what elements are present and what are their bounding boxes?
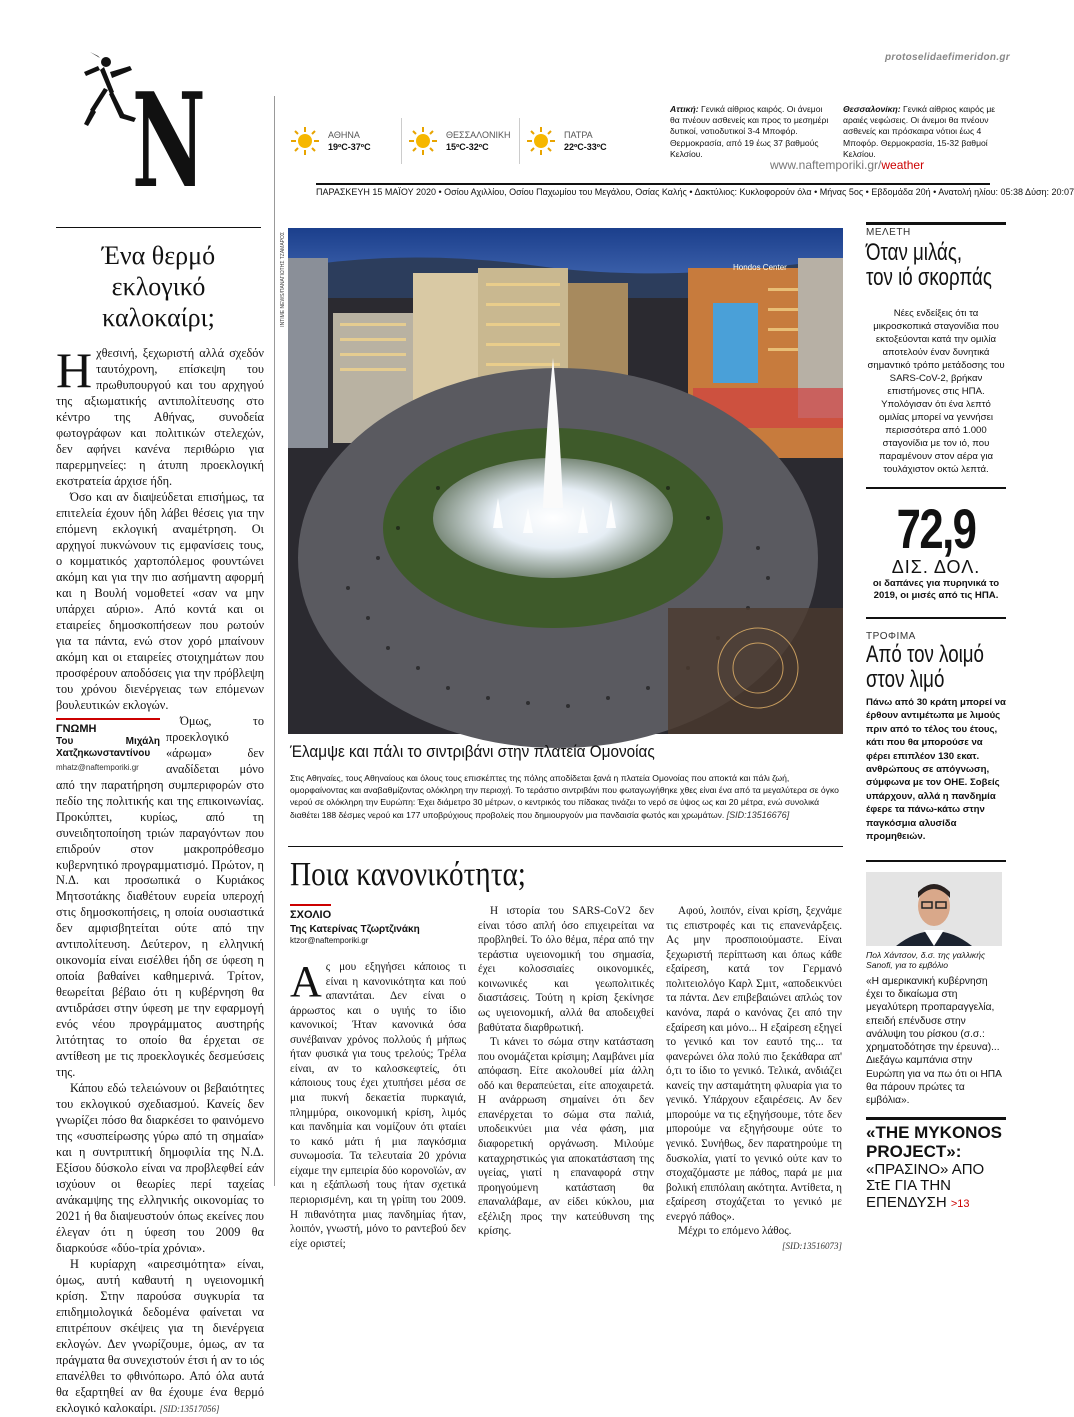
comment-byline-box bbox=[290, 904, 466, 946]
editorial-title: Ποια κανονικότητα; bbox=[290, 856, 526, 893]
food-title-line: στον λιμό bbox=[866, 665, 945, 693]
study-text: Νέες ενδείξεις ότι τα μικροσκοπικά σταγονίδια που εκτοξεύονται κατά την ομιλία αποτελούν έναν δυνητικά σημαντικό τρόπο μετάδοσης του SARS-CoV-2, βρήκαν επιστήμονες στις ΗΠΑ. Υπολόγισαν ότι ένα λεπτό ομιλίας μπορεί να γεννήσει περισσότερα από 1.000 σταγονίδια με τον ιό, που παραμένουν στον αέρα για τουλάχιστον οκτώ λεπτά. bbox=[866, 308, 1006, 488]
date-info: • Οσίου Αχιλλίου, Οσίου Παχωμίου του Μεγάλου, Οσίας Καλής • Δακτύλιος: Κυκλοφορούν όλα • Μήνας 5ος • Εβδομάδα 20ή • Ανατολή ηλίου: 05:38 Δύση: 20:07 bbox=[438, 187, 1074, 197]
author-email[interactable]: mhatz@naftemporiki.gr bbox=[56, 762, 139, 772]
weather-city bbox=[526, 118, 638, 164]
weather-city-name: ΘΕΣΣΑΛΟΝΙΚΗ bbox=[446, 129, 511, 140]
paragraph: Τι κάνει το σώμα στην κατάσταση που ονομάζεται κρίσιμη; Λαμβάνει μία απόφαση. Είτε ακολουθεί μία άλλη οδό και θεραπεύεται, είτε αποχαιρετά. Η ανάρρωση σημαίνει ότι δεν επανέρχεται το σώμα στα παλιά, υποδεικνύει μια νέα φάση, μια διαφορετική οργάνωση. Μιλούμε καταχρηστικώς για αποκατάσταση της υγείας, γιατί η επαναφορά στην προηγούμενη κατάσταση θα επαναλάβαμε, αν είδει κύκλου, μια εξέλιξη προς την κατεύθυνση της κρίσης. bbox=[478, 1036, 654, 1238]
caption-text: Στις Αθηναίες, τους Αθηναίους και όλους τους επισκέπτες της πόλης αποδίδεται ξανά η πλατεία Ομονοίας που αποκτά και πάλι ζωή, ομορφαίνοντας και αναβαθμίζοντας ολόκληρη την περιοχή. Το τεράστιο σιντριβάνι που φωταγωγήθηκε χθες είναι ένα από τα μεγαλύτερα σε όγκο νερού σε ολόκληρη την Ευρώπη: Έχει διάμετρο 30 μέτρων, ο κεντρικός του πίδακας τινάζει το νερό σε ύψος ως και 20 μέτρα, ενώ συνολικά διαθέτει 188 δέσμες νερού και 177 υποβρύχιους προβολείς που δημιουργούν μια πανδαισία φωτός και χρωμάτων. bbox=[290, 773, 839, 820]
forecast-text: Γενικά αίθριος καιρός με αραιές νεφώσεις. Οι άνεμοι θα πνέουν ασθενείς και πρόσκαιρα νότιοι έως 4 Μποφόρ. Θερμοκρασία, 15-32 βαθμοί Κελσίου. bbox=[843, 104, 996, 159]
date-line bbox=[316, 183, 1074, 197]
sid-ref: [SID:13516073] bbox=[782, 1240, 842, 1251]
weather-forecast-thessaloniki bbox=[843, 104, 1003, 160]
dropcap: Η bbox=[56, 342, 93, 398]
right-sidebar bbox=[866, 222, 1006, 1211]
weather-link-prefix: www.naftemporiki.gr/ bbox=[770, 158, 882, 172]
food-title-line: Από τον λοιμό bbox=[866, 640, 984, 668]
comment-label: ΣΧΟΛΙΟ bbox=[290, 904, 331, 922]
paragraph: Όμως, το προεκλογικό «άρωμα» δεν αναδίδεται μόνο από την παρατήρηση συμπεριφορών στο πεδίο της πολιτικής και της επικοινωνίας. Προκύπτει, κυρίως, από τη συνειδητοποίηση τριών παραγόντων που επιδρούν στον μακροπρόθεσμο κυβερνητικό προγραμματισμό. Πρώτον, η Ν.Δ. και προσωπικά ο Κυριάκος Μητσοτάκης διαθέτουν ευρεία υπεροχή στις δημοσκοπήσεις, η οποία ουσιαστικά δεν αμφισβητείται ούτε από την αντιπολίτευση. Δεύτερον, η ελληνική οικονομία είναι εισέλθει ήδη σε ύφεση η οποία βαθαίνει καθημερινά. Τρίτον, θεωρείται βέβαιο ότι η κυβέρνηση θα αντιδράσει στην ύφεση με την εφαρμογή ενός νέου προγράμματος αυστηρής λιτότητας το οποίο θα έρχεται σε αντίθεση με τις προεκλογικές δεσμεύσεις της. bbox=[56, 713, 264, 1080]
weather-link-suffix: weather bbox=[881, 158, 925, 172]
portrait-role: δ.σ. της γαλλικής Sanofi, για το εμβόλιο bbox=[866, 949, 986, 971]
store-sign: Hondos Center bbox=[733, 263, 787, 272]
paragraph: χθεσινή, ξεχωριστή αλλά σχεδόν ταυτόχρονη, επίσκεψη του πρωθυπουργού και του αρχηγού της αξιωματικής αντιπολίτευσης στο κέντρο της Αθήνας, συνοδεία φωτογράφων και πολιτικών στελεχών, δεν αφήνει κανένα περιθώριο για παρερμηνείες: η άτυπη προεκλογική εκστρατεία άρχισε ήδη. bbox=[56, 346, 264, 488]
weather-link[interactable] bbox=[770, 158, 924, 172]
promo-box[interactable] bbox=[866, 1117, 1006, 1211]
study-title-line: Όταν μιλάς, bbox=[866, 239, 963, 266]
food-text: Πάνω από 30 κράτη μπορεί να έρθουν αντιμέτωπα με λιμούς πριν από το τέλος του έτους, κάτι που θα μπορούσε να φέρει επιπλέον 130 εκατ. ανθρώπους σε απόγνωση, σύμφωνα με τον ΟΗΕ. Σοβείς υπάρχουν, αλλά η πανδημία έφερε τα πάνω-κάτω στην παγκόσμια αλυσίδα προμηθειών. bbox=[866, 696, 1006, 862]
promo-subhead: «ΠΡΑΣΙΝΟ» ΑΠΟ ΣτΕ ΓΙΑ ΤΗΝ ΕΠΕΝΔΥΣΗ bbox=[866, 1160, 985, 1211]
editorial-column bbox=[290, 904, 466, 1254]
masthead-logo bbox=[80, 52, 260, 227]
promo-headline: «THE MYKONOS PROJECT»: bbox=[866, 1123, 1003, 1162]
sun-icon bbox=[408, 126, 438, 156]
weather-city-temp: 15ºC-32ºC bbox=[446, 142, 489, 152]
byline: Του Μιχάλη Χατζηκωνσταντίνου bbox=[56, 735, 160, 759]
omonia-square-illustration bbox=[288, 228, 843, 734]
byline: Της Κατερίνας Τζωρτζινάκη bbox=[290, 923, 420, 935]
opinion-byline-box bbox=[56, 718, 160, 774]
figure-number: 72,9 bbox=[896, 496, 976, 560]
figure-note: οι δαπάνες για πυρηνικά το 2019, οι μισές από τις ΗΠΑ. bbox=[866, 578, 1006, 619]
paragraph: Αφού, λοιπόν, είναι κρίση, ξεχνάμε τις επιστροφές και τις επανενάρξεις. Ας μην προσποιούμαστε. Είναι ξεχωριστή περίπτωση και όπως κάθε εξαίρεση, κατά τον Γερμανό πολιτειολόγο Καρλ Σμιτ, «αποδεικνύει τα πάντα. Δεν επιβεβαιώνει απλώς τον κανόνα, παρά ο κανόνας ζει από την εξαίρεση και μόνο... Η εξαίρεση εξηγεί το γενικό και τον εαυτό της... τα φανερώνει όλα πολύ πιο ξεκάθαρα απ' ό,τι το ίδιο το γενικό. Τελικά, ανδιάζει κανείς την ασταμάτητη φλυαρία για το γενικό. Υπάρχουν εξαιρέσεις. Αν δεν μπορούμε να τις εξηγήσουμε, τότε δεν μπορούμε να εξηγήσουμε ούτε το γενικό. Συνήθως, δεν παρατηρούμε τη δυσκολία, γιατί το γενικό ούτε καν το στοχαζόμαστε με πάθος, παρά με μια βολική επιπόλαιη ακότητα. Αντίθετα, η εξαίρεση στοχάζεται το γενικό με ενεργό πάθος». bbox=[666, 905, 842, 1223]
date: ΠΑΡΑΣΚΕΥΗ 15 ΜΑΪΟΥ 2020 bbox=[316, 187, 436, 197]
weather-forecast-attica bbox=[670, 104, 830, 160]
paragraph: Η ιστορία του SARS-CoV2 δεν είναι τόσο απλή όσο επιχειρείται να προβληθεί. Το όλο θέμα, πέρα από την τεράστια υγειονομική του σημασία, έχει κολοσσιαίες οικονομικές, κοινωνικές και γεωπολιτικές διαστάσεις. Τούτη η κρίση ξεκίνησε ως υγειονομική, αλλά θα αποδειχθεί βαθύτατα διαρθρωτική. bbox=[478, 905, 654, 1034]
sid-ref: [SID:13516676] bbox=[726, 809, 790, 820]
author-email[interactable]: ktzor@naftemporiki.gr bbox=[290, 935, 369, 945]
opinion-label: ΓΝΩΜΗ bbox=[56, 718, 160, 736]
study-title-line: τον ιό σκορπάς bbox=[866, 264, 992, 292]
photo-credit: INTIME NEWS/ΠΑΝΑΓΙΩΤΗΣ ΤΖΑΜΑΡΟΣ bbox=[280, 232, 286, 327]
sun-icon bbox=[290, 126, 320, 156]
photo-caption-title: Έλαμψε και πάλι το σιντριβάνι στην πλατεία Ομονοίας bbox=[290, 742, 655, 761]
portrait-caption bbox=[866, 950, 1006, 971]
promo-page-ref: >13 bbox=[950, 1197, 970, 1210]
study-kicker: ΜΕΛΕΤΗ bbox=[866, 222, 1006, 238]
photo-caption bbox=[290, 772, 843, 821]
editorial-column bbox=[666, 904, 842, 1254]
weather-strip bbox=[290, 118, 650, 164]
opinion-title: Ένα θερμό εκλογικό καλοκαίρι; bbox=[101, 241, 216, 333]
masthead-letter-n: N bbox=[132, 64, 206, 217]
weather-city bbox=[290, 118, 402, 164]
quote: «Η αμερικανική κυβέρνηση έχει το δικαίωμα στη μεγαλύτερη προπαραγγελία, επειδή επένδυσε στην ανάλυψη του ρίσκου (σ.σ.: χρηματοδότησε την έρευνα)... Διεξάγω καμπάνια στην Ευρώπη για να πω ότι οι ΗΠΑ θα πάρουν πρώτες τα εμβόλια». bbox=[866, 975, 1002, 1107]
paragraph: Κάπου εδώ τελειώνουν οι βεβαιότητες του εκλογικού σχεδιασμού. Κανείς δεν γνωρίζει πόσο θα διαρκέσει το φαινόμενο της «συσπείρωσης γύρω από τη σημαία» και η συντριπτική δημοφιλία της Ν.Δ. Εξίσου δύσκολο είναι να προβλεφθεί εάν ισχύουν οι θεωρίες περί ταχείας ανάκαμψης της ελληνικής οικονομίας το 2021 ή θα διαψευστούν όπως εκείνες που έλεγαν ότι η ύφεση του 2009 θα διαρκούσε «δύο-τρία χρόνια». bbox=[56, 1081, 264, 1256]
column-divider bbox=[274, 96, 275, 1186]
paragraph: ς μου εξηγήσει κάποιος τι είναι η κανονικότητα και πού απαντάται. Δεν είναι ο άρρωστος και ο υγιής το ίδιο κανονικοί; Ήταν κανονικά όσα συνέβαιναν χρόνος πολλούς ή μήπως ήταν φυσικά για τους τρελούς; Τρέλα είναι, αν το καλοσκεφτείς, ότι κάποιους τους έχει χτυπήσει μέσα σε μια πυκνή δεκαετία πυρκαγιά, πλημμύρα, οικονομική κρίση, λιμός και πανδημία και νομίζουν ότι φταίει το κακό μάτι ή μια παγκόσμια συνωμοσία. Τα τελευταία 20 χρόνια είχαμε την εμπειρία δύο κορονοϊών, αν και η εξάπλωσή τους ήταν σχετικά περιορισμένη, και τη γρίπη του 2009. Η πιθανότητα μιας πανδημίας ήταν, λοιπόν, γνωστή, μόνο το ραντεβού δεν είχε οριστεί; bbox=[290, 960, 466, 1250]
editorial-rule bbox=[288, 846, 843, 847]
weather-city-name: ΑΘΗΝΑ bbox=[328, 129, 360, 140]
portrait-name: Πολ Χάντσον, bbox=[866, 949, 919, 960]
sid-ref: [SID:13517056] bbox=[159, 1403, 220, 1414]
editorial-body bbox=[290, 904, 842, 1254]
paragraph: Μέχρι το επόμενο λάθος. bbox=[678, 1225, 792, 1238]
omonia-photo bbox=[288, 228, 843, 734]
sun-icon bbox=[526, 126, 556, 156]
dropcap: Α bbox=[290, 956, 322, 1006]
forecast-label: Αττική: bbox=[670, 104, 699, 114]
forecast-label: Θεσσαλονίκη: bbox=[843, 104, 901, 114]
paragraph: Η κυρίαρχη «αιρεσιμότητα» είναι, όμως, αυτή καθαυτή η υγειονομική κρίση. Στην παρούσα συγκυρία τα επιδημιολογικά δεδομένα φαίνεται να επιτρέπουν σκέψεις για τη διενέργεια εκλογών. Δεν γνωρίζουμε, όμως, αν τα πράγματα θα συνεχιστούν έτσι ή αν το ιός επανέλθει το φθινόπωρο. Από όλα αυτά θα εξαρτηθεί αν θα έχουμε ένα θερμό εκλογικό καλοκαίρι. bbox=[56, 1257, 264, 1415]
editorial-column bbox=[478, 904, 654, 1254]
opinion-body bbox=[56, 342, 264, 1417]
hermes-figure-icon bbox=[80, 52, 140, 142]
weather-city bbox=[408, 118, 520, 164]
left-rule bbox=[56, 227, 261, 228]
weather-city-name: ΠΑΤΡΑ bbox=[564, 129, 593, 140]
site-credit: protoselidaefimeridon.gr bbox=[885, 52, 1010, 63]
figure-unit: ΔΙΣ. ΔΟΛ. bbox=[891, 556, 981, 577]
food-kicker: ΤΡΟΦΙΜΑ bbox=[866, 630, 916, 642]
weather-city-temp: 19ºC-37ºC bbox=[328, 142, 371, 152]
portrait-photo bbox=[866, 872, 1002, 946]
weather-city-temp: 22ºC-33ºC bbox=[564, 142, 607, 152]
forecast-text: Γενικά αίθριος καιρός. Οι άνεμοι θα πνέουν ασθενείς και προς το μεσημέρι δυτικοί, νοτιοδυτικοί 3-4 Μποφόρ. Θερμοκρασία, από 19 έως 37 βαθμούς Κελσίου. bbox=[670, 104, 829, 159]
portrait-illustration bbox=[866, 872, 1002, 946]
paragraph: Όσο και αν διαψεύδεται επισήμως, τα επιτελεία έχουν ήδη λάβει θέσεις για την επόμενη εκλογική αναμέτρηση. Οι αρχηγοί πυκνώνουν τις εμφανίσεις τους, ο κομματικός χαρτοπόλεμος φουντώνει ακόμη και για την πιο ασήμαντη αφορμή και η Βουλή νομοθετεί «σαν να μην υπάρχει αύριο». Από κοντά και οι εταιρείες δημοσκοπήσεων που ρωτούν για τα πάντα, ενώ στον χορό μπαίνουν ακόμη και οι εταιρείες στοιχημάτων που προσφέρουν αποδόσεις για την πρόβλεψη του χρόνου διενέργειας των επόμενων βουλευτικών εκλογών. bbox=[56, 489, 264, 712]
